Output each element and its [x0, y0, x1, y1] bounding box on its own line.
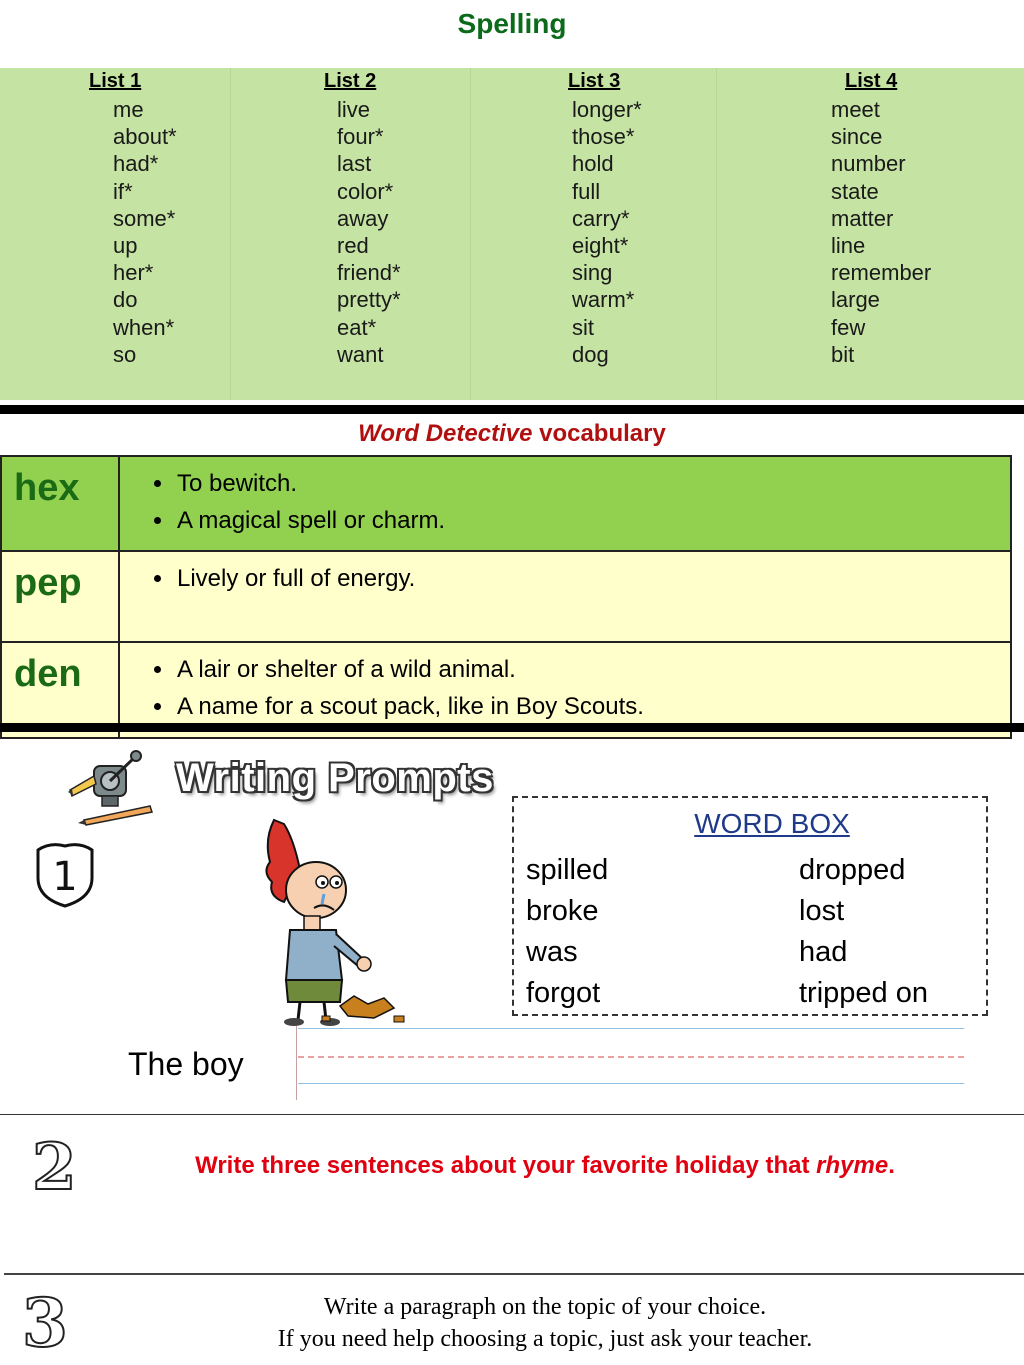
spelling-word: since — [831, 124, 883, 150]
spelling-word: remember — [831, 260, 932, 286]
list-header: List 1 — [89, 70, 142, 92]
spelling-list-2 — [230, 68, 470, 400]
definition-item: • A lair or shelter of a wild animal. — [175, 651, 1010, 688]
word-list — [572, 96, 642, 368]
spelling-list-1 — [0, 68, 230, 400]
spelling-word: warm* — [572, 287, 635, 313]
spelling-word: some* — [113, 205, 176, 231]
definition-item: • Lively or full of energy. — [175, 560, 1010, 597]
spelling-list-3 — [470, 68, 716, 400]
spelling-word: large — [831, 287, 880, 313]
spelling-word: up — [113, 233, 138, 259]
word-box-word: lost — [799, 895, 845, 927]
section-divider — [0, 723, 1024, 732]
vocabulary-definitions — [119, 456, 1011, 551]
spelling-word: want — [337, 341, 384, 367]
spelling-word: longer* — [572, 97, 642, 122]
spelling-word: away — [337, 205, 389, 231]
spelling-word: do — [113, 287, 138, 313]
spelling-word: when* — [113, 314, 175, 340]
vocabulary-row — [1, 551, 1011, 642]
list-header: List 4 — [845, 70, 898, 92]
spelling-word: color* — [337, 178, 394, 204]
spelling-lists-panel — [0, 68, 1024, 400]
spelling-word: if* — [113, 178, 133, 204]
prompt-2-text-before: Write three sentences about your favorite holiday that — [195, 1152, 817, 1179]
upset-boy-clipart — [244, 810, 414, 1035]
prompt-divider — [4, 1273, 1024, 1275]
vocabulary-definitions — [119, 551, 1011, 642]
spelling-word: live — [337, 97, 371, 122]
word-list — [113, 96, 177, 368]
spelling-word: sit — [572, 314, 594, 340]
word-box-word: had — [799, 936, 848, 968]
spelling-word: line — [831, 233, 866, 259]
route-shield-1-icon — [34, 840, 96, 908]
word-list — [831, 96, 931, 368]
writing-line-mid[interactable] — [298, 1056, 964, 1058]
spelling-word: last — [337, 151, 372, 177]
spelling-word: carry* — [572, 205, 630, 231]
word-box-title: WORD BOX — [694, 808, 850, 839]
vocabulary-row — [1, 456, 1011, 551]
definition-item: • To bewitch. — [175, 465, 1010, 502]
spelling-word: state — [831, 178, 879, 204]
spelling-word: her* — [113, 260, 154, 286]
number-3-icon: 3 — [22, 1284, 68, 1362]
spelling-title: Spelling — [457, 8, 567, 39]
spelling-word: about* — [113, 124, 177, 150]
prompt-3-line-2: If you need help choosing a topic, just ask your teacher. — [277, 1326, 813, 1352]
prompt-1-number: 1 — [52, 854, 78, 900]
vocabulary-table — [0, 455, 1012, 739]
word-box-word: forgot — [526, 977, 601, 1009]
prompt-2-text-after: . — [888, 1152, 895, 1179]
list-header: List 2 — [324, 70, 377, 92]
prompt-3-line-1: Write a paragraph on the topic of your choice. — [323, 1294, 767, 1320]
vocabulary-word: hex — [1, 456, 119, 551]
word-box-word: broke — [526, 895, 599, 927]
spelling-word: full — [572, 178, 601, 204]
spelling-word: meet — [831, 97, 880, 122]
spelling-word: had* — [113, 151, 159, 177]
spelling-word: eat* — [337, 314, 377, 340]
pencil-sharpener-icon — [64, 748, 160, 826]
spelling-word: hold — [572, 151, 614, 177]
prompt-divider — [0, 1114, 1024, 1115]
number-2-icon: 2 — [32, 1130, 77, 1205]
word-box-word: dropped — [799, 854, 906, 886]
spelling-word: matter — [831, 205, 894, 231]
spelling-word: number — [831, 151, 906, 177]
vocabulary-title-rest: vocabulary — [532, 420, 666, 447]
spelling-word: me — [113, 97, 144, 122]
vocabulary-title-italic: Word Detective — [358, 420, 533, 447]
spelling-word: those* — [572, 124, 635, 150]
writing-line-base[interactable] — [298, 1083, 964, 1084]
vocabulary-word: den — [1, 642, 119, 738]
spelling-word: so — [113, 341, 137, 367]
prompt-2-text — [0, 1152, 1024, 1180]
spelling-list-4 — [716, 68, 1024, 400]
vocabulary-title — [0, 420, 1024, 448]
list-header: List 3 — [568, 70, 621, 92]
spelling-word: pretty* — [337, 287, 401, 313]
writing-line-top[interactable] — [298, 1028, 964, 1029]
writing-prompts-title: Writing Prompts — [176, 756, 494, 800]
word-box-word: spilled — [526, 854, 609, 886]
word-box — [512, 796, 988, 1016]
spelling-word: dog — [572, 341, 609, 367]
definition-item: • A name for a scout pack, like in Boy Scouts. — [175, 688, 1010, 725]
vocabulary-word: pep — [1, 551, 119, 642]
spelling-word: sing — [572, 260, 613, 286]
spelling-word: red — [337, 233, 369, 259]
spelling-word: bit — [831, 341, 855, 367]
word-box-word: was — [526, 936, 578, 968]
word-box-left-column — [526, 850, 608, 1014]
word-list — [337, 96, 401, 368]
word-box-word: tripped on — [799, 977, 928, 1009]
sentence-starter: The boy — [128, 1046, 244, 1082]
definition-item: • A magical spell or charm. — [175, 502, 1010, 539]
spelling-word: friend* — [337, 260, 401, 286]
spelling-word: four* — [337, 124, 384, 150]
writing-margin-line — [296, 1026, 297, 1100]
spelling-word: eight* — [572, 233, 629, 259]
spelling-word: few — [831, 314, 866, 340]
prompt-2-text-italic: rhyme — [816, 1152, 889, 1179]
word-box-right-column — [799, 850, 928, 1014]
section-divider — [0, 405, 1024, 414]
